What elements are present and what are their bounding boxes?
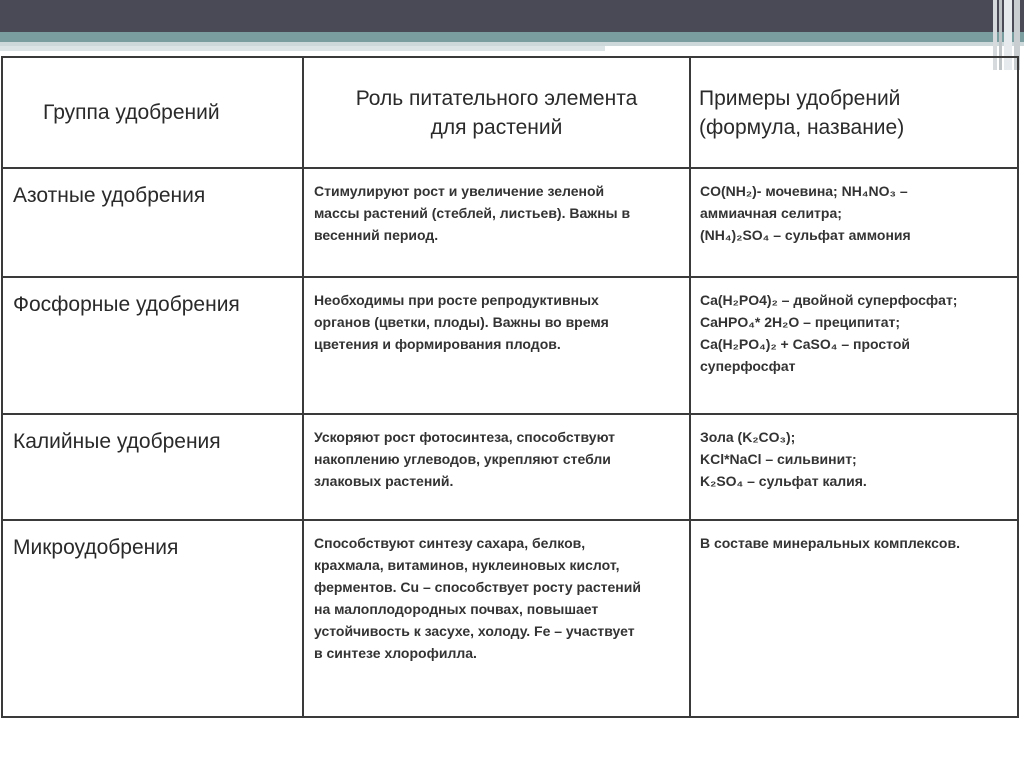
- example-line: суперфосфат: [700, 358, 796, 374]
- cell-group: [2, 520, 303, 717]
- group-name: Микроудобрения: [13, 536, 179, 559]
- role-line: ферментов. Cu – способствует росту растений: [314, 579, 641, 595]
- example-line: Ca(H₂PO₄)₂ + CaSO₄ – простой: [700, 336, 910, 352]
- example-line: Зола (K₂CO₃);: [700, 429, 796, 445]
- role-line: Ускоряют рост фотосинтеза, способствуют: [314, 429, 616, 445]
- group-name: Фосфорные удобрения: [13, 293, 240, 316]
- table-row-micro: [2, 520, 1018, 717]
- role-line: устойчивость к засухе, холоду. Fe – участвует: [314, 623, 635, 639]
- example-line: K₂SO₄ – сульфат калия.: [700, 473, 867, 489]
- table-row-nitrogen: [2, 168, 1018, 277]
- example-line: KCl*NaCl – сильвинит;: [700, 451, 857, 467]
- cell-group: [2, 168, 303, 277]
- example-line: (NH₄)₂SO₄ – сульфат аммония: [700, 227, 911, 243]
- header-group: [2, 57, 303, 168]
- slide-accent-band: [0, 32, 1024, 42]
- cell-examples: [690, 277, 1018, 414]
- header-examples-line: (формула, название): [699, 116, 905, 139]
- header-examples: [690, 57, 1018, 168]
- cell-role: [303, 277, 690, 414]
- group-name: Азотные удобрения: [13, 184, 206, 207]
- role-line: массы растений (стеблей, листьев). Важны в: [314, 205, 631, 221]
- role-line: весенний период.: [314, 227, 439, 243]
- role-line: цветения и формирования плодов.: [314, 336, 561, 352]
- role-line: накоплению углеводов, укрепляют стебли: [314, 451, 611, 467]
- header-role: [303, 57, 690, 168]
- cell-examples: [690, 414, 1018, 520]
- example-line: Ca(H₂PO4)₂ – двойной суперфосфат;: [700, 292, 958, 308]
- role-line: крахмала, витаминов, нуклеиновых кислот,: [314, 557, 620, 573]
- cell-examples: [690, 168, 1018, 277]
- example-line: В составе минеральных комплексов.: [700, 535, 960, 551]
- example-line: CO(NH₂)- мочевина; NH₄NO₃ –: [700, 183, 908, 199]
- slide-header-bar: [0, 0, 1024, 32]
- cell-group: [2, 414, 303, 520]
- cell-role: [303, 168, 690, 277]
- example-line: аммиачная селитра;: [700, 205, 842, 221]
- header-group-text: Группа удобрений: [43, 101, 220, 124]
- role-line: Способствуют синтезу сахара, белков,: [314, 535, 586, 551]
- role-line: Необходимы при росте репродуктивных: [314, 292, 599, 308]
- cell-role: [303, 414, 690, 520]
- group-name: Калийные удобрения: [13, 430, 221, 453]
- cell-role: [303, 520, 690, 717]
- role-line: в синтезе хлорофилла.: [314, 645, 477, 661]
- role-line: злаковых растений.: [314, 473, 454, 489]
- fertilizer-table: [1, 56, 1019, 718]
- header-role-line: для растений: [430, 116, 563, 139]
- header-examples-line: Примеры удобрений: [699, 87, 901, 110]
- table-header-row: [2, 57, 1018, 168]
- cell-group: [2, 277, 303, 414]
- header-role-line: Роль питательного элемента: [355, 87, 638, 110]
- slide-accent-band-light-short: [0, 46, 605, 51]
- role-line: органов (цветки, плоды). Важны во время: [314, 314, 609, 330]
- role-line: Стимулируют рост и увеличение зеленой: [314, 183, 605, 199]
- cell-examples: [690, 520, 1018, 717]
- table-row-phosphorus: [2, 277, 1018, 414]
- role-line: на малоплодородных почвах, повышает: [314, 601, 599, 617]
- table-row-potassium: [2, 414, 1018, 520]
- example-line: CaHPO₄* 2H₂O – преципитат;: [700, 314, 901, 330]
